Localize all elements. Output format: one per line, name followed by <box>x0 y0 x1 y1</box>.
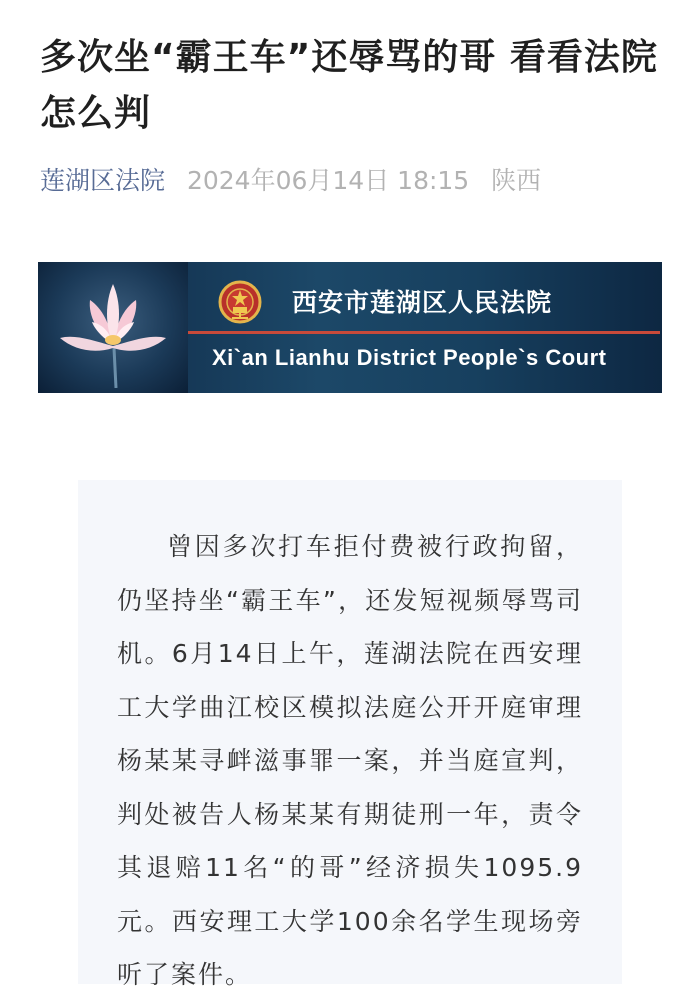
lotus-icon <box>52 278 174 388</box>
lotus-background <box>38 262 188 393</box>
banner-divider <box>188 331 660 334</box>
court-name-en: Xi`an Lianhu District People`s Court <box>212 345 607 370</box>
article-title: 多次坐“霸王车”还辱骂的哥 看看法院怎么判 <box>40 37 658 134</box>
court-banner <box>38 262 662 393</box>
publish-location: 陕西 <box>491 166 542 195</box>
court-name-cn: 西安市莲湖区人民法院 <box>292 288 553 317</box>
national-emblem-icon <box>218 278 262 326</box>
publish-datetime: 2024年06月14日 18:15 <box>186 166 470 195</box>
article-meta <box>40 163 555 199</box>
body-paragraph: 曾因多次打车拒付费被行政拘留，仍坚持坐“霸王车”，还发短视频辱骂司机。6月14日上午，莲湖法院在西安理工大学曲江校区模拟法庭公开开庭审理杨某某寻衅滋事罪一案，并当庭宣判，判处被告人杨某某有期徒刑一年，责令其退赔11名“的哥”经济损失1095.9元。西安理工大学100余名学生现场旁听了案件。 <box>117 532 583 989</box>
author-link[interactable]: 莲湖区法院 <box>40 166 166 195</box>
